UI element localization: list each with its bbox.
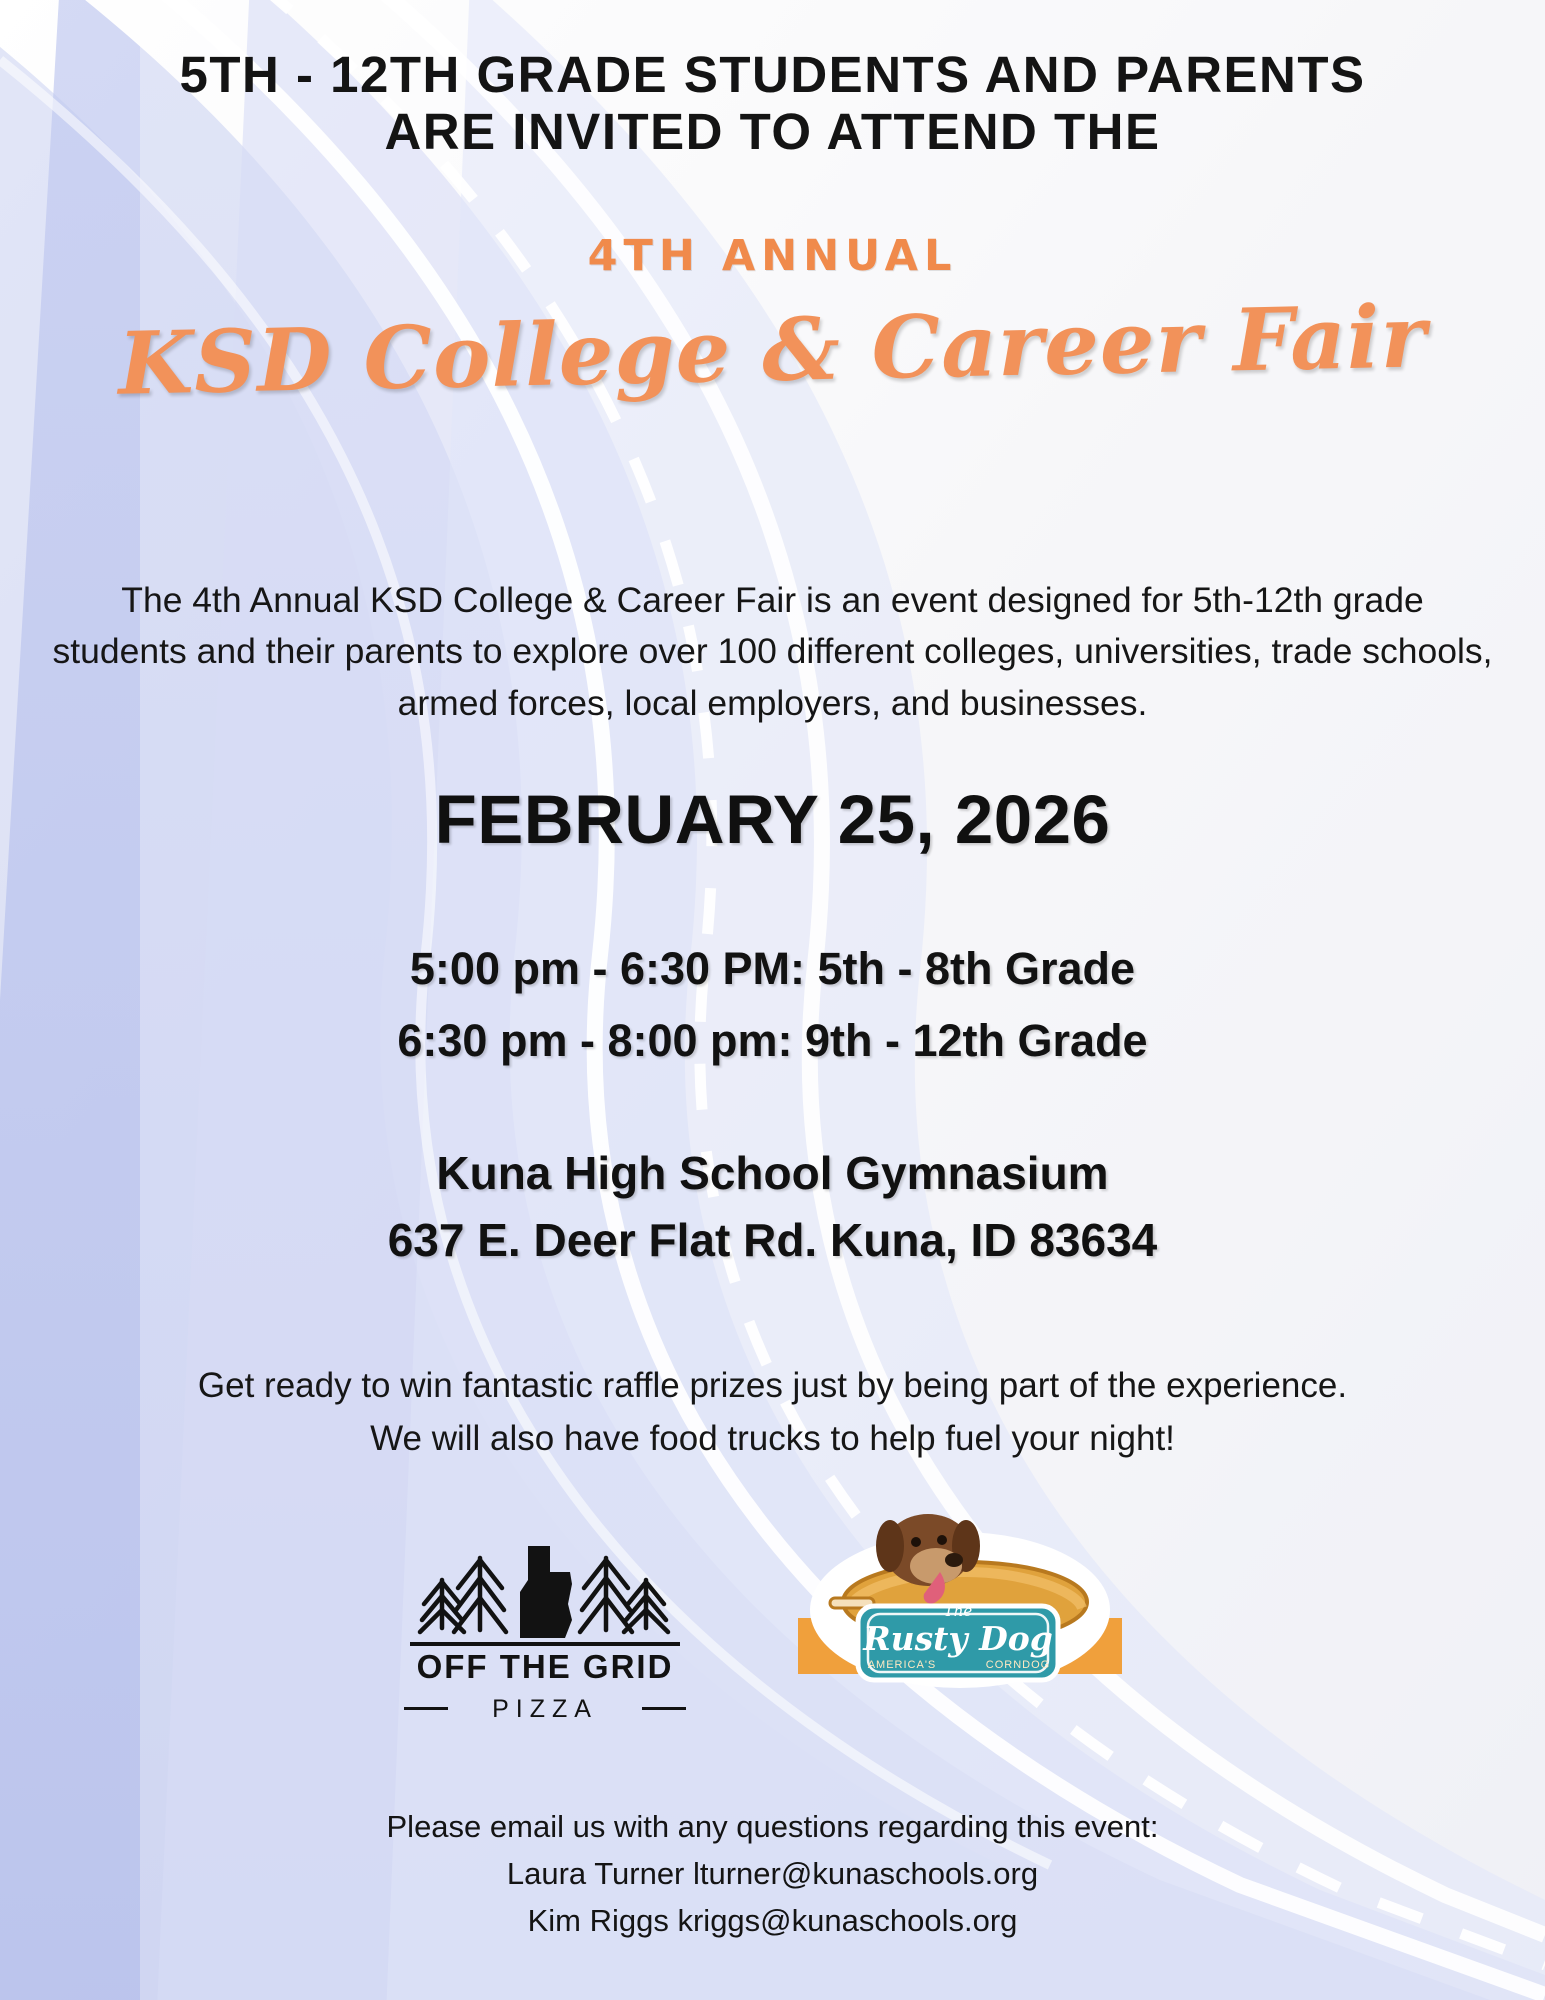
venue-name: Kuna High School Gymnasium	[436, 1147, 1109, 1199]
contact-intro: Please email us with any questions regarding this event:	[386, 1809, 1159, 1844]
off-the-grid-pizza-logo-icon	[400, 1520, 690, 1720]
event-title: KSD College & Career Fair	[117, 286, 1428, 415]
svg-text:CORNDOG: CORNDOG	[985, 1659, 1051, 1671]
raffle-line-1: Get ready to win fantastic raffle prizes just by being part of the experience.	[197, 1366, 1348, 1405]
raffle-note	[100, 1360, 1445, 1465]
invitation-line-1: 5TH - 12TH GRADE STUDENTS AND PARENTS	[179, 46, 1366, 103]
event-times	[0, 935, 1545, 1078]
invitation-line-2: ARE INVITED TO ATTEND THE	[384, 103, 1161, 161]
contact-block	[0, 1805, 1545, 1946]
time-slot-1: 5:00 pm - 6:30 PM: 5th - 8th Grade	[409, 943, 1136, 994]
venue-address: 637 E. Deer Flat Rd. Kuna, ID 83634	[387, 1213, 1158, 1266]
rusty-dog-logo-icon	[790, 1510, 1130, 1710]
raffle-line-2: We will also have food trucks to help fuel your night!	[370, 1418, 1175, 1458]
event-venue	[0, 1140, 1545, 1273]
contact-kim-riggs[interactable]: Kim Riggs kriggs@kunaschools.org	[527, 1902, 1018, 1938]
contact-laura-turner[interactable]: Laura Turner lturner@kunaschools.org	[506, 1855, 1039, 1891]
annual-label: 4TH ANNUAL	[587, 231, 958, 281]
time-slot-2: 6:30 pm - 8:00 pm: 9th - 12th Grade	[397, 1014, 1148, 1066]
svg-text:AMERICA'S: AMERICA'S	[867, 1659, 937, 1671]
svg-text:The: The	[943, 1602, 973, 1620]
invitation-headline	[0, 46, 1545, 160]
off-the-grid-sub: PIZZA	[492, 1695, 598, 1723]
event-date: FEBRUARY 25, 2026	[434, 781, 1111, 858]
off-the-grid-name: OFF THE GRID	[416, 1648, 674, 1685]
event-description: The 4th Annual KSD College & Career Fair is an event designed for 5th-12th grade students and their parents to explore over 100 different colleges, universities, trade schools, armed forces, local employers, and businesses.	[52, 580, 1493, 723]
sponsor-logos	[0, 1510, 1545, 1730]
svg-text:Rusty Dog: Rusty Dog	[863, 1619, 1053, 1658]
